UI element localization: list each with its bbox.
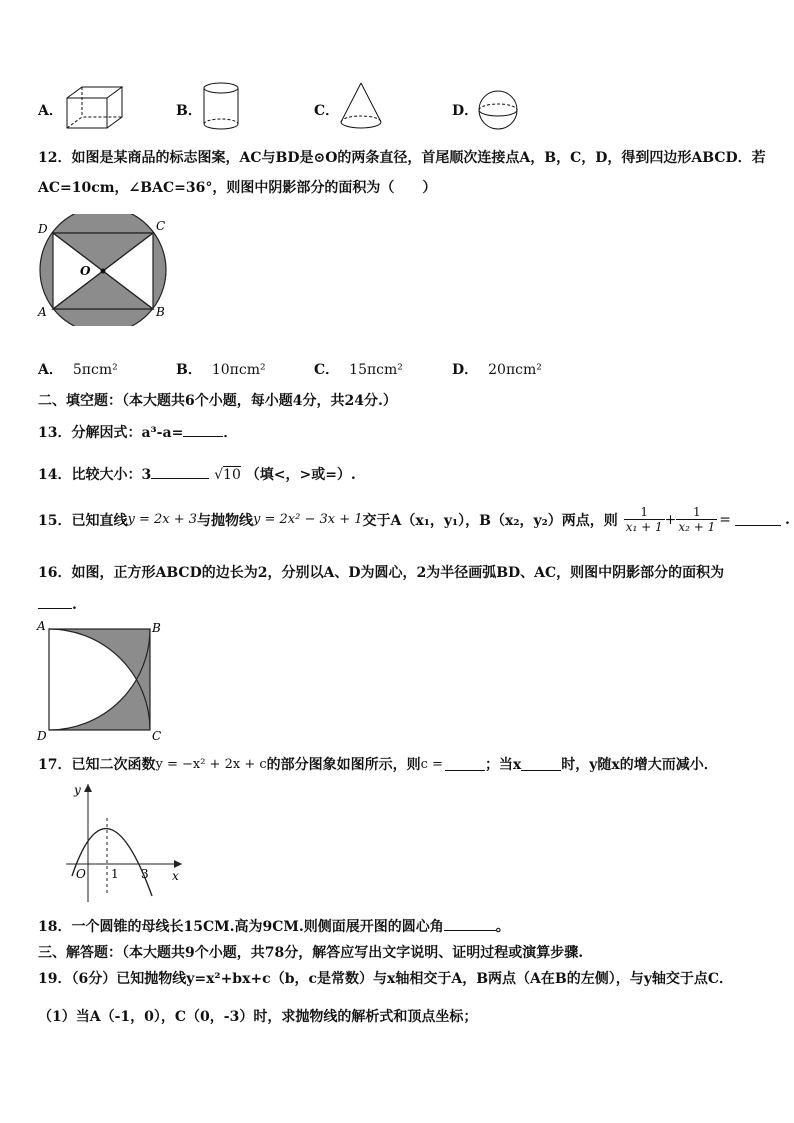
fig12-label-c: C bbox=[156, 219, 166, 233]
q12-line2: AC=10cm，∠BAC=36°，则图中阴影部分的面积为（ ） bbox=[38, 180, 437, 196]
q12-option-b: B． 10πcm² bbox=[176, 362, 266, 378]
fig16-label-a: A bbox=[37, 619, 46, 633]
q16-line1: 16．如图，正方形ABCD的边长为2，分别以A、D为圆心，2为半径画弧BD、AC，则图中阴影部分的面积为 bbox=[38, 565, 725, 581]
q11-option-a-letter: A． bbox=[38, 103, 63, 119]
fig12-label-o: O bbox=[80, 264, 91, 278]
q11-option-c-letter: C． bbox=[314, 103, 340, 119]
q12-option-a: A． 5πcm² bbox=[38, 362, 118, 378]
cone-icon bbox=[336, 80, 386, 132]
fig16-label-b: B bbox=[152, 621, 161, 635]
q11-option-d-letter: D． bbox=[452, 103, 479, 119]
q18: 18．一个圆锥的母线长15CM.高为9CM.则侧面展开图的圆心角 。 bbox=[38, 919, 510, 935]
q16-figure bbox=[34, 618, 162, 742]
section3-heading: 三、解答题：（本大题共9个小题，共78分，解答应写出文字说明、证明过程或演算步骤. bbox=[38, 945, 584, 961]
section2-heading: 二、填空题：（本大题共6个小题，每小题4分，共24分.） bbox=[38, 393, 397, 409]
q12-line1: 12．如图是某商品的标志图案，AC与BD是⊙O的两条直径，首尾顺次连接点A，B，C，D，得到四边形ABCD．若 bbox=[38, 150, 766, 166]
fig17-label-x: x bbox=[172, 869, 179, 883]
cube-icon bbox=[64, 84, 126, 132]
fig17-label-o: O bbox=[76, 867, 86, 881]
fig17-label-y: y bbox=[74, 783, 81, 797]
q16-line2: . bbox=[38, 596, 77, 613]
q12-figure bbox=[30, 214, 180, 326]
fig12-label-a: A bbox=[38, 305, 47, 319]
q19-sub1: （1）当A（-1，0），C（0，-3）时，求抛物线的解析式和顶点坐标； bbox=[38, 1009, 478, 1025]
fig16-label-d: D bbox=[37, 729, 47, 742]
fig12-label-b: B bbox=[156, 305, 165, 319]
q19-line1: 19．（6分）已知抛物线y=x²+bx+c（b，c是常数）与x轴相交于A，B两点（A在B的左侧），与y轴交于点C． bbox=[38, 971, 734, 987]
fig17-label-3: 3 bbox=[141, 867, 149, 881]
q12-option-d: D． 20πcm² bbox=[452, 362, 542, 378]
fig17-label-1: 1 bbox=[111, 867, 119, 881]
q17: 17．已知二次函数 y = −x² + 2x + c 的部分图象如图所示，则 c = ；当x 时，y随x的增大而减小． bbox=[38, 756, 718, 773]
q15: 15．已知直线 y = 2x + 3 与抛物线 y = 2x² − 3x + 1 交于A（x₁，y₁），B（x₂，y₂）两点，则 $\frac{1}{\text{x₁ + 1}}$ + $\frac{1}{\text{x₂ + 1}}$ = . bbox=[38, 505, 790, 534]
fig12-label-d: D bbox=[38, 222, 48, 236]
q14: 14．比较大小：3 √10 （填<，>或=）. bbox=[38, 467, 356, 483]
q11-option-b-letter: B． bbox=[176, 103, 202, 119]
q13: 13．分解因式：a³-a= ． bbox=[38, 425, 238, 441]
sphere-icon bbox=[476, 88, 520, 132]
fig16-label-c: C bbox=[152, 729, 162, 742]
cylinder-icon bbox=[200, 80, 244, 134]
q12-option-c: C． 15πcm² bbox=[314, 362, 403, 378]
q17-figure bbox=[60, 780, 190, 904]
